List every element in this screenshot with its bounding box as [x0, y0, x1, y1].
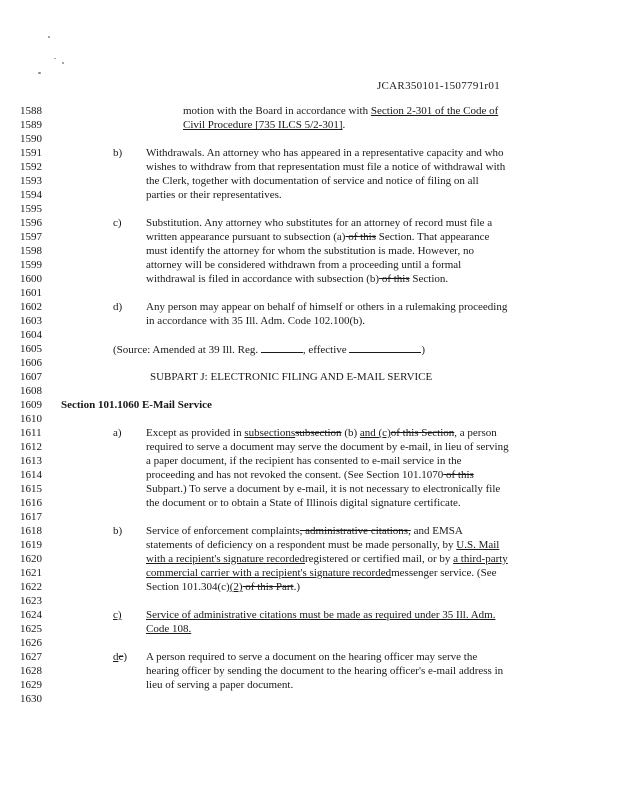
line-number: 1591 — [20, 147, 42, 159]
para-b-label: b) — [113, 147, 123, 159]
scan-speck — [54, 58, 56, 59]
line-number: 1610 — [20, 413, 42, 425]
section-a-line-4: proceeding and has not revoked the consent. (See Section 101.1070 of this — [146, 469, 474, 481]
para-c-line-5: withdrawal is filed in accordance with subsection (b) of this Section. — [146, 273, 449, 285]
line-number: 1622 — [20, 581, 42, 593]
line-number: 1630 — [20, 693, 42, 705]
para-b-line-4: parties or their representatives. — [146, 189, 282, 201]
line-number: 1603 — [20, 315, 42, 327]
line-number: 1624 — [20, 609, 42, 621]
section-a-label: a) — [113, 427, 122, 439]
section-c-line-2: Code 108. — [146, 623, 192, 635]
source-blank-reg — [261, 342, 303, 353]
source-blank-effective — [349, 342, 421, 353]
section-b-line-2: statements of deficiency on a respondent must be made personally, by U.S. Mail — [146, 539, 500, 551]
para-d-label: d) — [113, 301, 123, 313]
line-number: 1607 — [20, 371, 42, 383]
para-b-line-3: the Clerk, together with documentation of service and notice of filing on all — [146, 175, 479, 187]
line-number: 1612 — [20, 441, 42, 453]
section-heading: Section 101.1060 E-Mail Service — [61, 399, 212, 411]
line-number: 1605 — [20, 343, 42, 355]
scan-speck — [38, 72, 41, 74]
line-number: 1618 — [20, 525, 42, 537]
section-b-line-1: Service of enforcement complaints, administrative citations, and EMSA — [146, 525, 463, 537]
section-c-label: c) — [113, 609, 122, 621]
section-d-line-2: hearing officer by sending the document to the hearing officer's e-mail address in — [146, 665, 504, 677]
section-a-line-5: Subpart.) To serve a document by e-mail, it is not necessary to electronically file — [146, 483, 501, 495]
section-a-line-2: required to serve a document may serve the document by e-mail, in lieu of serving — [146, 441, 509, 453]
line-number: 1598 — [20, 245, 42, 257]
line-number: 1619 — [20, 539, 42, 551]
section-d-line-3: lieu of serving a paper document. — [146, 679, 294, 691]
scan-speck — [48, 36, 50, 38]
line-number: 1600 — [20, 273, 42, 285]
line-number: 1601 — [20, 287, 42, 299]
para-b-line-2: wishes to withdraw from that representation must file a notice of withdrawal with — [146, 161, 506, 173]
line-number: 1613 — [20, 455, 42, 467]
line-number: 1599 — [20, 259, 42, 271]
line-number: 1611 — [20, 427, 42, 439]
line-number: 1616 — [20, 497, 42, 509]
para-c-line-4: attorney will be considered withdrawn from a proceeding until a formal — [146, 259, 462, 271]
line-number: 1625 — [20, 623, 42, 635]
scan-speck — [62, 62, 64, 64]
para-c-line-3: must identify the attorney for whom the substitution is made. However, no — [146, 245, 474, 257]
line-number: 1620 — [20, 553, 42, 565]
line-number: 1588 — [20, 105, 42, 117]
para-b-line-1: Withdrawals. An attorney who has appeared in a representative capacity and who — [146, 147, 504, 159]
document-id: JCAR350101-1507791r01 — [376, 80, 500, 92]
section-a-line-6: the document or to obtain a State of Illinois digital signature certificate. — [146, 497, 461, 509]
section-b-line-4: commercial carrier with a recipient's signature recordedmessenger service. (See — [146, 567, 497, 579]
line-number: 1597 — [20, 231, 42, 243]
section-b-label: b) — [113, 525, 123, 537]
section-b-line-3: with a recipient's signature recordedregistered or certified mail, or by a third-party — [146, 553, 508, 565]
line-number: 1595 — [20, 203, 42, 215]
line-number: 1608 — [20, 385, 42, 397]
line-number: 1594 — [20, 189, 42, 201]
section-c-line-1: Service of administrative citations must be made as required under 35 Ill. Adm. — [146, 609, 496, 621]
line-number: 1623 — [20, 595, 42, 607]
line-number: 1590 — [20, 133, 42, 145]
line-number: 1617 — [20, 511, 42, 523]
line-number: 1614 — [20, 469, 42, 481]
line-number: 1626 — [20, 637, 42, 649]
line-number: 1593 — [20, 175, 42, 187]
section-b-line-5: Section 101.304(c)(2) of this Part.) — [146, 581, 300, 593]
line-number: 1627 — [20, 651, 42, 663]
section-a-line-3: a paper document, if the recipient has consented to e-mail service in the — [146, 455, 462, 467]
para-d-line-1: Any person may appear on behalf of himself or others in a rulemaking proceeding — [146, 301, 508, 313]
para-c-line-1: Substitution. Any attorney who substitutes for an attorney of record must file a — [146, 217, 493, 229]
subpart-heading: SUBPART J: ELECTRONIC FILING AND E-MAIL SERVICE — [150, 371, 433, 383]
para-c-label: c) — [113, 217, 122, 229]
line-number: 1629 — [20, 679, 42, 691]
line-number: 1602 — [20, 301, 42, 313]
line-number: 1604 — [20, 329, 42, 341]
para-d-line-2: in accordance with 35 Ill. Adm. Code 102.100(b). — [146, 315, 366, 327]
source-note: (Source: Amended at 39 Ill. Reg. , effective ) — [113, 344, 426, 356]
section-d-label: dc) — [113, 651, 128, 663]
para-a-continued-line-2: Civil Procedure [735 ILCS 5/2-301]. — [183, 119, 346, 131]
para-c-line-2: written appearance pursuant to subsection (a) of this Section. That appearance — [146, 231, 490, 243]
para-a-continued-line-1: motion with the Board in accordance with Section 2-301 of the Code of — [183, 105, 499, 117]
section-d-line-1: A person required to serve a document on the hearing officer may serve the — [146, 651, 478, 663]
line-number: 1589 — [20, 119, 42, 131]
section-a-line-1: Except as provided in subsectionssubsection (b) and (c)of this Section, a person — [146, 427, 497, 439]
line-number: 1592 — [20, 161, 42, 173]
line-number: 1596 — [20, 217, 42, 229]
line-number: 1628 — [20, 665, 42, 677]
line-number: 1615 — [20, 483, 42, 495]
line-number: 1621 — [20, 567, 42, 579]
line-number: 1609 — [20, 399, 42, 411]
line-number: 1606 — [20, 357, 42, 369]
